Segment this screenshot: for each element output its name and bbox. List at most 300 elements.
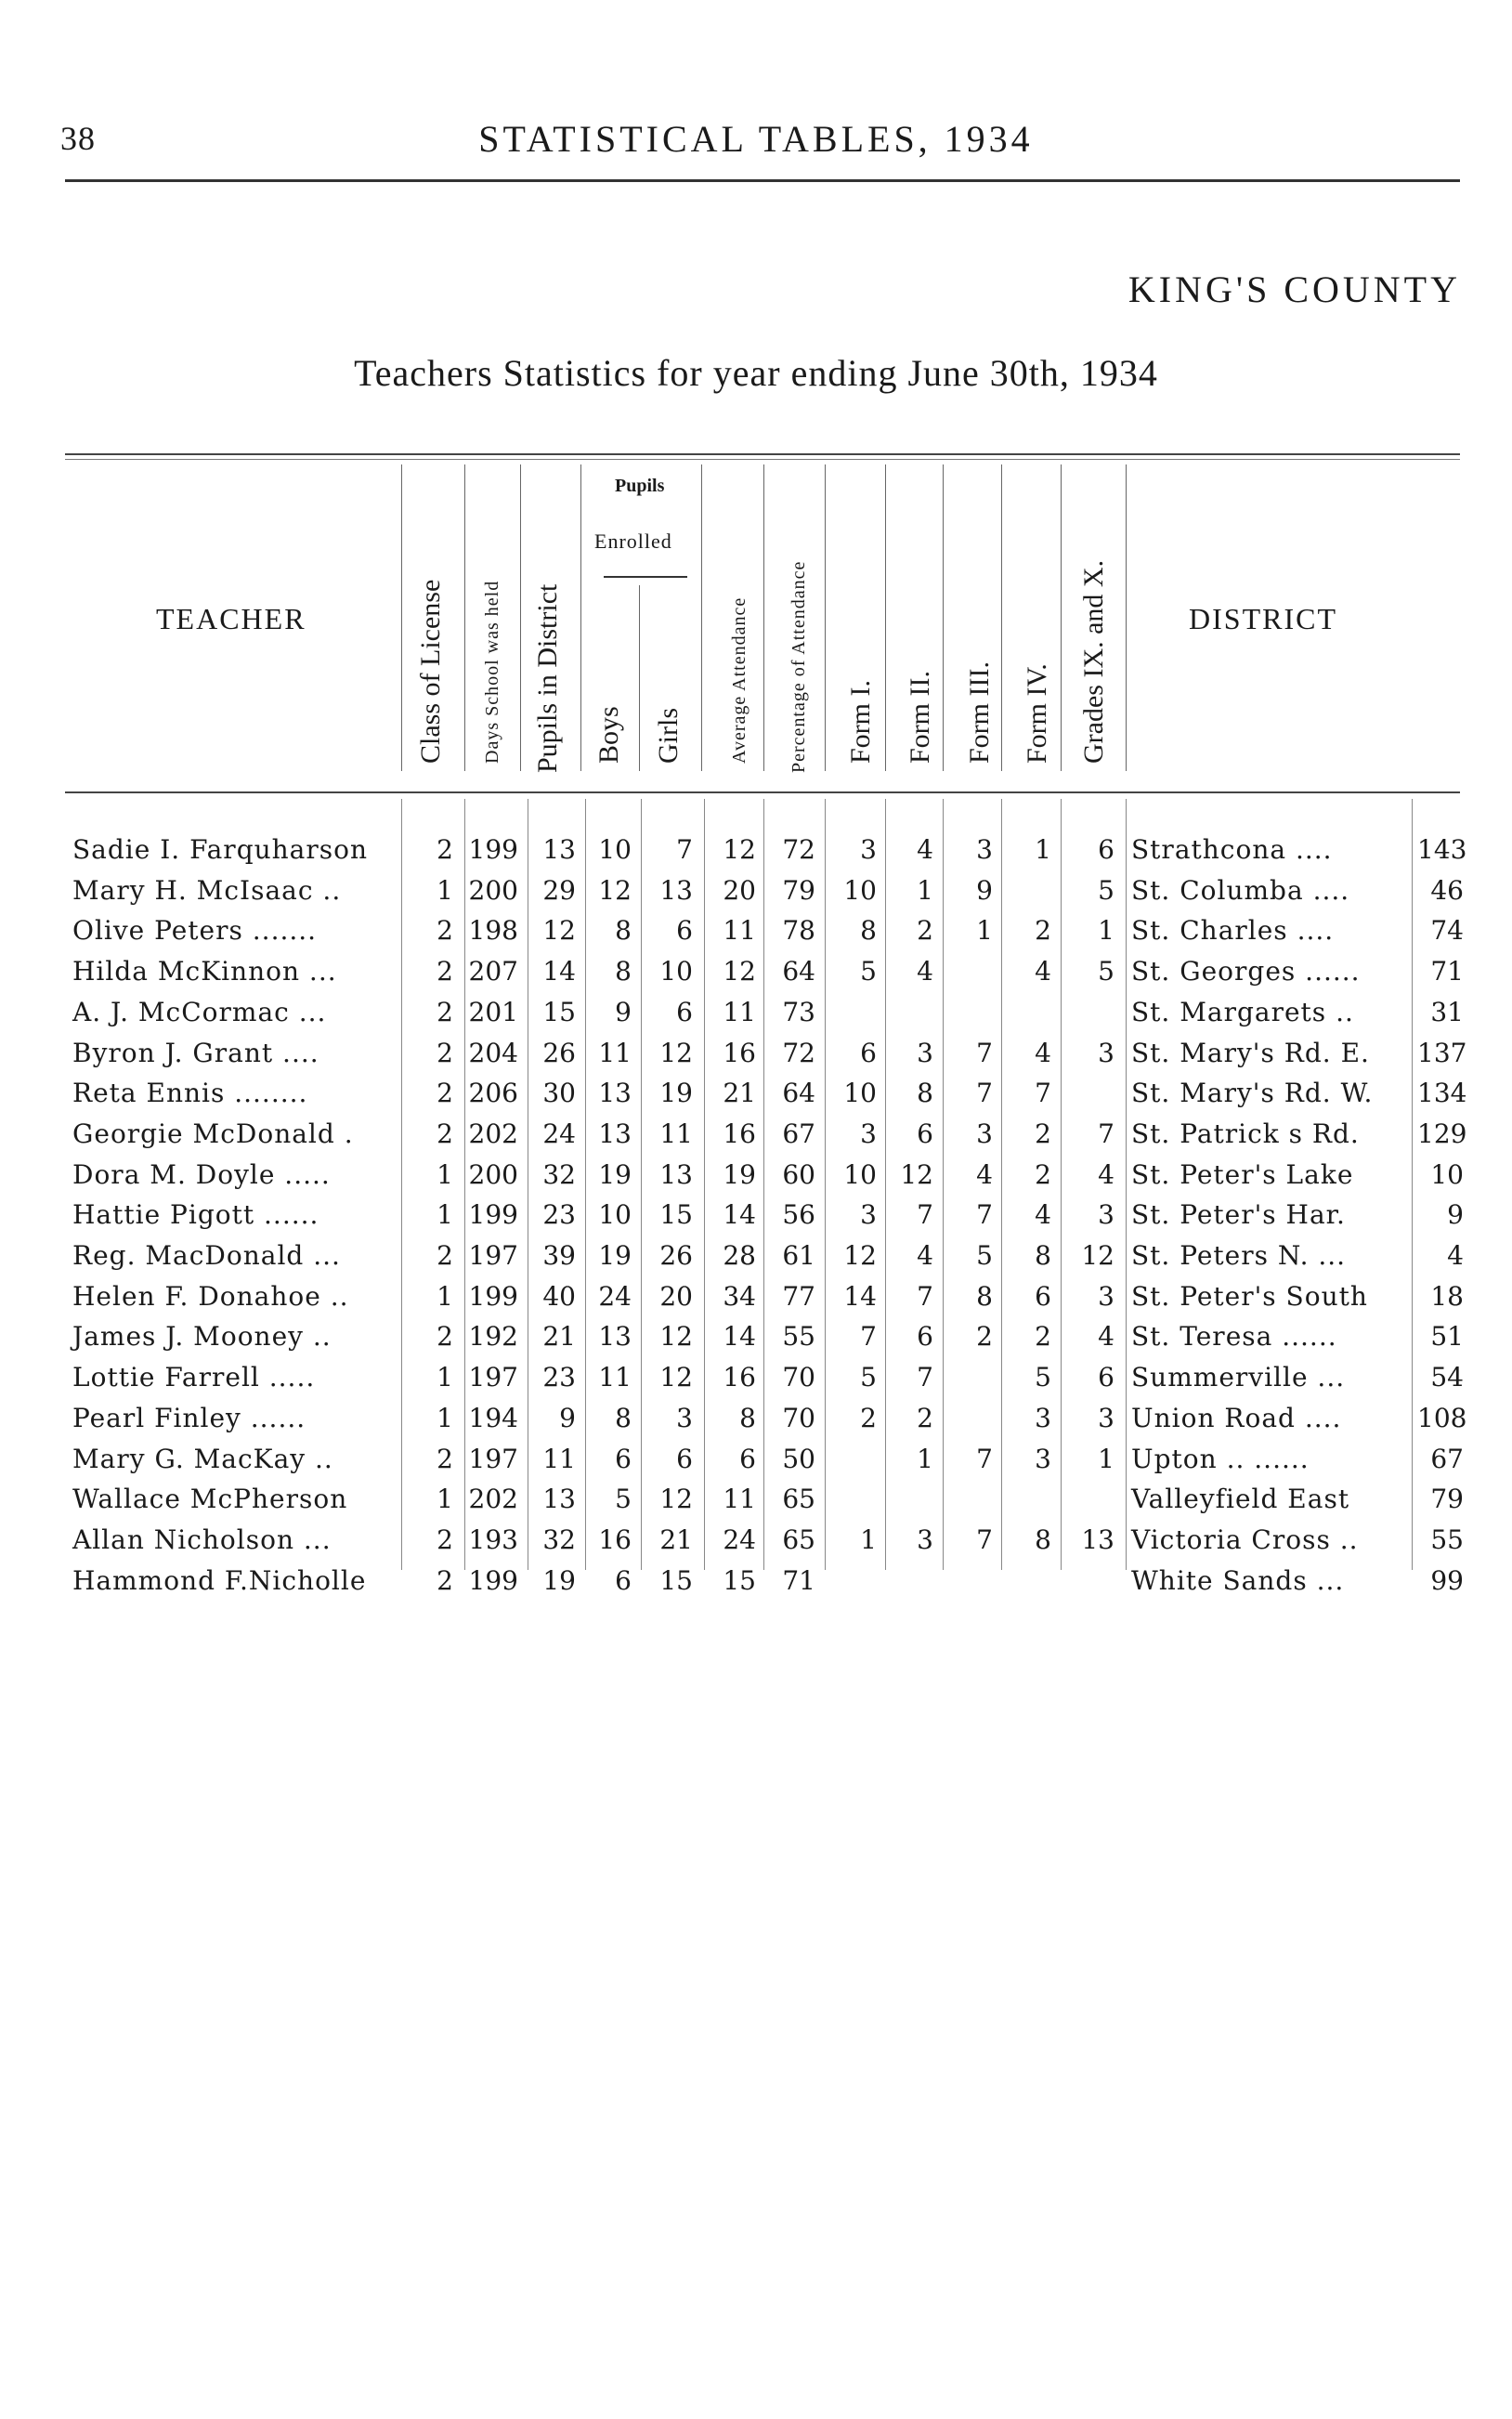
cell-days: 199: [468, 1199, 518, 1231]
table-row: [0, 1118, 1512, 1159]
cell-avg: 24: [723, 1523, 756, 1555]
cell-avg: 6: [739, 1443, 756, 1474]
district-name: Union Road ....: [1131, 1402, 1342, 1433]
teacher-name: Reta Ennis ........: [72, 1078, 308, 1109]
district-number: 55: [1430, 1523, 1464, 1555]
header-form-3: Form III.: [964, 661, 995, 764]
cell-pupils: 30: [542, 1078, 576, 1109]
cell-avg: 34: [723, 1280, 756, 1312]
header-pupils-in-district: Pupils in District: [532, 583, 563, 773]
cell-avg: 16: [723, 1037, 756, 1068]
header-bottom-rule: [65, 791, 1460, 793]
table-row: [0, 1078, 1512, 1118]
cell-license: 2: [437, 1037, 453, 1068]
cell-f1: 7: [860, 1321, 877, 1353]
district-number: 129: [1417, 1118, 1467, 1149]
teacher-name: James J. Mooney ..: [72, 1321, 332, 1353]
header-divider: [701, 464, 702, 771]
cell-boys: 10: [598, 834, 632, 865]
cell-f3: 3: [976, 834, 993, 865]
cell-license: 1: [437, 1158, 453, 1190]
cell-f1: 10: [843, 874, 877, 906]
cell-days: 199: [468, 1280, 518, 1312]
cell-pct: 64: [782, 1078, 815, 1109]
cell-avg: 15: [723, 1564, 756, 1596]
cell-f4: 3: [1035, 1443, 1051, 1474]
cell-avg: 11: [723, 1484, 756, 1515]
cell-boys: 10: [598, 1199, 632, 1231]
table-row: [0, 1321, 1512, 1362]
cell-f1: 8: [860, 915, 877, 947]
cell-pupils: 9: [559, 1402, 576, 1433]
cell-boys: 12: [598, 874, 632, 906]
cell-boys: 13: [598, 1118, 632, 1149]
cell-pct: 77: [782, 1280, 815, 1312]
cell-pupils: 39: [542, 1240, 576, 1271]
cell-days: 197: [468, 1362, 518, 1393]
cell-girls: 11: [659, 1118, 693, 1149]
cell-f2: 6: [917, 1118, 933, 1149]
cell-pct: 70: [782, 1362, 815, 1393]
cell-boys: 8: [615, 1402, 632, 1433]
cell-f4: 8: [1035, 1523, 1051, 1555]
cell-girls: 10: [659, 956, 693, 987]
header-divider: [580, 464, 581, 771]
cell-f3: 4: [976, 1158, 993, 1190]
cell-boys: 9: [615, 996, 632, 1027]
header-form-4: Form IV.: [1022, 663, 1052, 764]
table-row: [0, 1038, 1512, 1079]
cell-f2: 7: [917, 1362, 933, 1393]
cell-f2: 4: [917, 834, 933, 865]
district-number: 10: [1430, 1158, 1464, 1190]
cell-license: 2: [437, 956, 453, 987]
cell-f2: 7: [917, 1199, 933, 1231]
header-teacher: TEACHER: [156, 602, 306, 635]
cell-pupils: 15: [542, 996, 576, 1027]
cell-license: 2: [437, 1321, 453, 1353]
header-divider: [464, 464, 465, 771]
cell-f3: 7: [976, 1199, 993, 1231]
cell-girls: 21: [659, 1523, 693, 1555]
cell-girls: 15: [659, 1564, 693, 1596]
district-name: Valleyfield East: [1131, 1484, 1350, 1515]
cell-days: 200: [468, 1158, 518, 1190]
district-number: 54: [1430, 1362, 1464, 1393]
cell-days: 206: [468, 1078, 518, 1109]
cell-grades: 5: [1098, 874, 1114, 906]
cell-f4: 2: [1035, 1321, 1051, 1353]
cell-boys: 11: [598, 1362, 632, 1393]
cell-pupils: 29: [542, 874, 576, 906]
cell-f4: 4: [1035, 956, 1051, 987]
cell-f3: 7: [976, 1443, 993, 1474]
header-girls: Girls: [653, 708, 684, 764]
cell-boys: 5: [615, 1484, 632, 1515]
cell-f4: 4: [1035, 1037, 1051, 1068]
cell-days: 200: [468, 874, 518, 906]
cell-f2: 2: [917, 915, 933, 947]
header-enrolled: Enrolled: [594, 530, 672, 553]
cell-girls: 13: [659, 1158, 693, 1190]
district-name: Summerville ...: [1131, 1362, 1346, 1393]
cell-f1: 12: [843, 1240, 877, 1271]
district-name: Upton .. ......: [1131, 1443, 1310, 1474]
cell-girls: 12: [659, 1362, 693, 1393]
teacher-name: Georgie McDonald .: [72, 1118, 354, 1149]
cell-pct: 50: [782, 1443, 815, 1474]
table-top-rule: [65, 453, 1460, 455]
cell-avg: 11: [723, 915, 756, 947]
cell-grades: 7: [1098, 1118, 1114, 1149]
cell-f4: 8: [1035, 1240, 1051, 1271]
header-average-attendance: Average Attendance: [729, 596, 749, 764]
cell-f3: 3: [976, 1118, 993, 1149]
cell-grades: 3: [1098, 1402, 1114, 1433]
header-percentage-attendance: Percentage of Attendance: [789, 560, 809, 773]
cell-girls: 7: [676, 834, 693, 865]
district-name: St. Mary's Rd. W.: [1131, 1078, 1374, 1109]
teacher-name: Byron J. Grant ....: [72, 1037, 319, 1068]
header-divider: [825, 464, 826, 771]
cell-pct: 61: [782, 1240, 815, 1271]
cell-pct: 78: [782, 915, 815, 947]
cell-license: 1: [437, 1199, 453, 1231]
cell-days: 198: [468, 915, 518, 947]
cell-pct: 55: [782, 1321, 815, 1353]
table-row: [0, 956, 1512, 997]
district-name: St. Peter's Lake: [1131, 1158, 1354, 1190]
district-number: 108: [1417, 1402, 1467, 1433]
cell-avg: 12: [723, 834, 756, 865]
cell-pupils: 12: [542, 915, 576, 947]
cell-f3: 9: [976, 874, 993, 906]
cell-f1: 10: [843, 1158, 877, 1190]
district-name: St. Patrick s Rd.: [1131, 1118, 1360, 1149]
cell-pct: 71: [782, 1564, 815, 1596]
cell-pct: 72: [782, 1037, 815, 1068]
teacher-name: Hammond F.Nicholle: [72, 1564, 367, 1596]
header-divider: [1061, 464, 1062, 771]
cell-avg: 21: [723, 1078, 756, 1109]
cell-f2: 12: [900, 1158, 933, 1190]
cell-grades: 1: [1098, 1443, 1114, 1474]
header-divider: [1001, 464, 1002, 771]
table-row: [0, 1403, 1512, 1444]
cell-license: 2: [437, 1118, 453, 1149]
district-name: St. Charles ....: [1131, 915, 1335, 947]
cell-license: 2: [437, 996, 453, 1027]
table-row: [0, 834, 1512, 875]
cell-f1: 3: [860, 834, 877, 865]
cell-avg: 14: [723, 1199, 756, 1231]
teacher-name: Allan Nicholson ...: [72, 1523, 332, 1555]
cell-boys: 13: [598, 1321, 632, 1353]
cell-avg: 28: [723, 1240, 756, 1271]
cell-avg: 14: [723, 1321, 756, 1353]
cell-days: 199: [468, 1564, 518, 1596]
district-number: 46: [1430, 874, 1464, 906]
cell-f4: 7: [1035, 1078, 1051, 1109]
district-number: 71: [1430, 956, 1464, 987]
cell-f3: 2: [976, 1321, 993, 1353]
district-number: 134: [1417, 1078, 1467, 1109]
cell-f1: 6: [860, 1037, 877, 1068]
cell-boys: 11: [598, 1037, 632, 1068]
cell-girls: 12: [659, 1484, 693, 1515]
cell-grades: 4: [1098, 1321, 1114, 1353]
cell-boys: 8: [615, 915, 632, 947]
header-boys: Boys: [593, 706, 624, 764]
cell-boys: 19: [598, 1240, 632, 1271]
cell-pupils: 23: [542, 1362, 576, 1393]
cell-f2: 1: [917, 874, 933, 906]
cell-f4: 3: [1035, 1402, 1051, 1433]
cell-f1: 5: [860, 1362, 877, 1393]
district-number: 137: [1417, 1037, 1467, 1068]
cell-girls: 12: [659, 1321, 693, 1353]
district-number: 9: [1447, 1199, 1464, 1231]
cell-f1: 14: [843, 1280, 877, 1312]
cell-pct: 65: [782, 1484, 815, 1515]
district-name: White Sands ...: [1131, 1564, 1345, 1596]
teacher-name: Reg. MacDonald ...: [72, 1240, 341, 1271]
cell-f3: 8: [976, 1280, 993, 1312]
cell-license: 2: [437, 915, 453, 947]
cell-f2: 3: [917, 1523, 933, 1555]
cell-f3: 5: [976, 1240, 993, 1271]
cell-f2: 2: [917, 1402, 933, 1433]
table-row: [0, 875, 1512, 916]
cell-pct: 73: [782, 996, 815, 1027]
cell-grades: 3: [1098, 1037, 1114, 1068]
table-row: [0, 1524, 1512, 1565]
table-row: [0, 1240, 1512, 1281]
cell-days: 193: [468, 1523, 518, 1555]
cell-avg: 12: [723, 956, 756, 987]
cell-pct: 65: [782, 1523, 815, 1555]
cell-f2: 4: [917, 956, 933, 987]
cell-license: 1: [437, 1402, 453, 1433]
header-divider: [639, 585, 640, 771]
cell-grades: 12: [1081, 1240, 1114, 1271]
cell-boys: 19: [598, 1158, 632, 1190]
table-subtitle: Teachers Statistics for year ending June 30th, 1934: [354, 352, 1158, 394]
district-number: 31: [1430, 996, 1464, 1027]
district-number: 18: [1430, 1280, 1464, 1312]
cell-days: 197: [468, 1443, 518, 1474]
cell-grades: 3: [1098, 1199, 1114, 1231]
cell-days: 194: [468, 1402, 518, 1433]
cell-pct: 67: [782, 1118, 815, 1149]
cell-f1: 5: [860, 956, 877, 987]
cell-boys: 6: [615, 1564, 632, 1596]
cell-f3: 7: [976, 1037, 993, 1068]
cell-pupils: 14: [542, 956, 576, 987]
header-form-2: Form II.: [905, 671, 935, 764]
district-number: 67: [1430, 1443, 1464, 1474]
header-form-1: Form I.: [845, 680, 876, 764]
cell-pupils: 40: [542, 1280, 576, 1312]
district-number: 99: [1430, 1564, 1464, 1596]
cell-grades: 3: [1098, 1280, 1114, 1312]
district-name: St. Mary's Rd. E.: [1131, 1037, 1370, 1068]
teacher-name: Olive Peters .......: [72, 915, 318, 947]
district-number: 143: [1417, 834, 1467, 865]
district-number: 51: [1430, 1321, 1464, 1353]
teacher-name: Mary G. MacKay ..: [72, 1443, 333, 1474]
cell-pupils: 26: [542, 1037, 576, 1068]
table-row: [0, 1199, 1512, 1240]
county-title: KING'S COUNTY: [1127, 268, 1461, 310]
cell-f1: 1: [860, 1523, 877, 1555]
cell-girls: 12: [659, 1037, 693, 1068]
cell-boys: 13: [598, 1078, 632, 1109]
header-class-of-license: Class of License: [415, 579, 446, 764]
cell-license: 2: [437, 1240, 453, 1271]
cell-avg: 16: [723, 1362, 756, 1393]
table-row: [0, 1362, 1512, 1403]
cell-pupils: 21: [542, 1321, 576, 1353]
header-district: DISTRICT: [1189, 602, 1337, 635]
district-name: Victoria Cross ..: [1131, 1523, 1359, 1555]
cell-pupils: 32: [542, 1158, 576, 1190]
header-divider: [401, 464, 402, 771]
cell-pupils: 23: [542, 1199, 576, 1231]
cell-f2: 4: [917, 1240, 933, 1271]
cell-boys: 16: [598, 1523, 632, 1555]
cell-pct: 64: [782, 956, 815, 987]
header-grades-ix-x: Grades IX. and X.: [1078, 559, 1109, 764]
cell-girls: 20: [659, 1280, 693, 1312]
header-days-school-held: Days School was held: [482, 580, 502, 764]
cell-f4: 2: [1035, 915, 1051, 947]
cell-girls: 3: [676, 1402, 693, 1433]
cell-days: 202: [468, 1118, 518, 1149]
cell-girls: 26: [659, 1240, 693, 1271]
teacher-name: Hattie Pigott ......: [72, 1199, 319, 1231]
header-divider: [763, 464, 764, 771]
cell-f1: 3: [860, 1118, 877, 1149]
cell-pct: 79: [782, 874, 815, 906]
cell-boys: 24: [598, 1280, 632, 1312]
table-row: [0, 915, 1512, 956]
cell-avg: 16: [723, 1118, 756, 1149]
cell-license: 2: [437, 1564, 453, 1596]
teacher-name: Helen F. Donahoe ..: [72, 1280, 349, 1312]
cell-days: 201: [468, 996, 518, 1027]
table-row: [0, 1565, 1512, 1606]
running-head: STATISTICAL TABLES, 1934: [478, 118, 1034, 160]
cell-f2: 7: [917, 1280, 933, 1312]
district-number: 79: [1430, 1484, 1464, 1515]
cell-avg: 8: [739, 1402, 756, 1433]
cell-f4: 2: [1035, 1158, 1051, 1190]
cell-grades: 6: [1098, 1362, 1114, 1393]
cell-girls: 6: [676, 915, 693, 947]
table-row: [0, 1484, 1512, 1524]
district-number: 4: [1447, 1240, 1464, 1271]
table-row: [0, 1159, 1512, 1200]
cell-boys: 6: [615, 1443, 632, 1474]
cell-f3: 7: [976, 1078, 993, 1109]
cell-f4: 1: [1035, 834, 1051, 865]
teacher-name: Hilda McKinnon ...: [72, 956, 337, 987]
cell-license: 1: [437, 1280, 453, 1312]
cell-f1: 2: [860, 1402, 877, 1433]
cell-grades: 6: [1098, 834, 1114, 865]
cell-f2: 1: [917, 1443, 933, 1474]
cell-license: 2: [437, 1443, 453, 1474]
district-number: 74: [1430, 915, 1464, 947]
cell-girls: 19: [659, 1078, 693, 1109]
district-name: St. Teresa ......: [1131, 1321, 1337, 1353]
header-divider: [885, 464, 886, 771]
district-name: St. Peters N. ...: [1131, 1240, 1347, 1271]
cell-pupils: 24: [542, 1118, 576, 1149]
cell-license: 2: [437, 1078, 453, 1109]
teacher-name: Mary H. McIsaac ..: [72, 874, 342, 906]
cell-pupils: 19: [542, 1564, 576, 1596]
cell-license: 2: [437, 1523, 453, 1555]
cell-pupils: 32: [542, 1523, 576, 1555]
cell-f2: 6: [917, 1321, 933, 1353]
teacher-name: Pearl Finley ......: [72, 1402, 306, 1433]
cell-girls: 13: [659, 874, 693, 906]
cell-grades: 4: [1098, 1158, 1114, 1190]
page-number: 38: [60, 120, 96, 157]
teacher-name: Sadie I. Farquharson: [72, 834, 369, 865]
district-name: St. Peter's South: [1131, 1280, 1368, 1312]
teacher-name: Lottie Farrell .....: [72, 1362, 316, 1393]
cell-girls: 6: [676, 1443, 693, 1474]
district-name: St. Columba ....: [1131, 874, 1350, 906]
table-top-rule-secondary: [65, 459, 1460, 460]
cell-pupils: 13: [542, 1484, 576, 1515]
cell-license: 2: [437, 834, 453, 865]
cell-f2: 8: [917, 1078, 933, 1109]
cell-license: 1: [437, 1484, 453, 1515]
cell-pupils: 13: [542, 834, 576, 865]
teacher-name: Dora M. Doyle .....: [72, 1158, 331, 1190]
cell-f4: 2: [1035, 1118, 1051, 1149]
cell-f1: 10: [843, 1078, 877, 1109]
district-name: Strathcona ....: [1131, 834, 1333, 865]
header-enrolled-rule: [604, 576, 687, 578]
cell-pct: 60: [782, 1158, 815, 1190]
cell-license: 1: [437, 1362, 453, 1393]
cell-grades: 5: [1098, 956, 1114, 987]
table-row: [0, 997, 1512, 1038]
header-rule: [65, 179, 1460, 182]
cell-girls: 6: [676, 996, 693, 1027]
cell-girls: 15: [659, 1199, 693, 1231]
cell-pct: 70: [782, 1402, 815, 1433]
cell-avg: 20: [723, 874, 756, 906]
cell-pct: 56: [782, 1199, 815, 1231]
header-divider: [520, 464, 521, 771]
header-divider: [1126, 464, 1127, 771]
table-row: [0, 1444, 1512, 1484]
cell-f4: 6: [1035, 1280, 1051, 1312]
cell-pupils: 11: [542, 1443, 576, 1474]
header-divider: [943, 464, 944, 771]
cell-days: 204: [468, 1037, 518, 1068]
cell-f3: 7: [976, 1523, 993, 1555]
cell-pct: 72: [782, 834, 815, 865]
cell-f3: 1: [976, 915, 993, 947]
cell-license: 1: [437, 874, 453, 906]
